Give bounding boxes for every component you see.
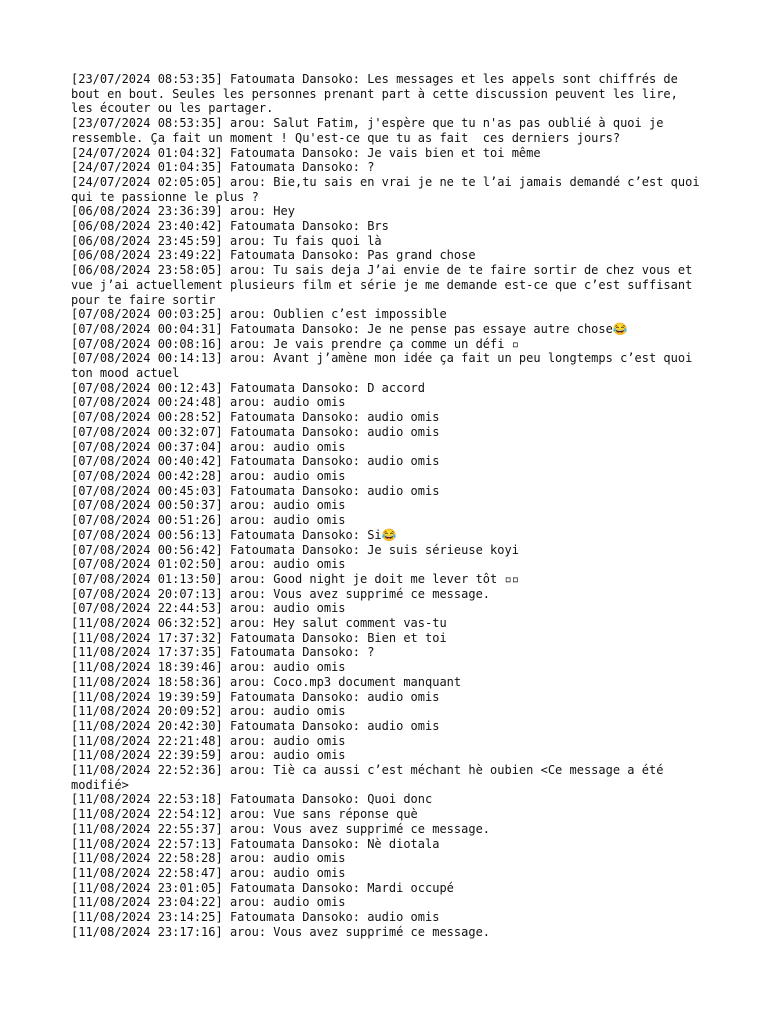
chat-line: [11/08/2024 17:37:32] Fatoumata Dansoko: Bien et toi (71, 630, 447, 645)
chat-line: [24/07/2024 01:04:32] Fatoumata Dansoko: Je vais bien et toi même (71, 145, 541, 160)
chat-line: [11/08/2024 23:01:05] Fatoumata Dansoko: Mardi occupé (71, 880, 454, 895)
chat-line: [06/08/2024 23:45:59] arou: Tu fais quoi là (71, 233, 382, 248)
chat-line: [11/08/2024 23:04:22] arou: audio omis (71, 895, 346, 910)
chat-line: [11/08/2024 17:37:35] Fatoumata Dansoko: ? (71, 645, 375, 660)
chat-line: [11/08/2024 18:39:46] arou: audio omis (71, 660, 346, 675)
chat-transcript (71, 72, 707, 939)
chat-line: [11/08/2024 22:57:13] Fatoumata Dansoko: Nè diotala (71, 836, 440, 851)
chat-line: [11/08/2024 23:17:16] arou: Vous avez supprimé ce message. (71, 924, 491, 939)
chat-line: [07/08/2024 00:32:07] Fatoumata Dansoko: audio omis (71, 424, 440, 439)
chat-line: [07/08/2024 00:03:25] arou: Oublien c’est impossible (71, 307, 447, 322)
chat-line: [07/08/2024 00:51:26] arou: audio omis (71, 513, 346, 528)
chat-line: [06/08/2024 23:58:05] arou: Tu sais deja J’ai envie de te faire sortir de chez vous et vue j’ai actuellement plusieurs film et série je me demande est-ce que c’est suffisant pour te faire sortir (71, 263, 700, 307)
chat-line: [07/08/2024 00:50:37] arou: audio omis (71, 498, 346, 513)
chat-line: [11/08/2024 22:53:18] Fatoumata Dansoko: Quoi donc (71, 792, 433, 807)
chat-line: [07/08/2024 00:40:42] Fatoumata Dansoko: audio omis (71, 454, 440, 469)
chat-line: [11/08/2024 22:21:48] arou: audio omis (71, 733, 346, 748)
chat-line: [06/08/2024 23:40:42] Fatoumata Dansoko: Brs (71, 219, 389, 234)
chat-line: [11/08/2024 22:54:12] arou: Vue sans réponse què (71, 807, 418, 822)
chat-line: [11/08/2024 22:58:47] arou: audio omis (71, 865, 346, 880)
chat-line: [11/08/2024 22:39:59] arou: audio omis (71, 748, 346, 763)
chat-line: [07/08/2024 00:28:52] Fatoumata Dansoko: audio omis (71, 410, 440, 425)
chat-line: [07/08/2024 00:14:13] arou: Avant j’amène mon idée ça fait un peu longtemps c’est quoi ton mood actuel (71, 351, 700, 381)
chat-line: [07/08/2024 22:44:53] arou: audio omis (71, 601, 346, 616)
chat-line: [11/08/2024 23:14:25] Fatoumata Dansoko: audio omis (71, 910, 440, 925)
chat-line: [11/08/2024 06:32:52] arou: Hey salut comment vas-tu (71, 616, 447, 631)
chat-line: [07/08/2024 01:02:50] arou: audio omis (71, 557, 346, 572)
chat-line: [11/08/2024 22:52:36] arou: Tiè ca aussi c’est méchant hè oubien <Ce message a été modifié> (71, 763, 671, 792)
chat-line: [11/08/2024 20:09:52] arou: audio omis (71, 704, 346, 719)
chat-line: [07/08/2024 00:24:48] arou: audio omis (71, 395, 346, 410)
chat-line: [11/08/2024 22:55:37] arou: Vous avez supprimé ce message. (71, 821, 491, 836)
chat-line: [07/08/2024 00:45:03] Fatoumata Dansoko: audio omis (71, 483, 440, 498)
chat-line: [23/07/2024 08:53:35] arou: Salut Fatim, j'espère que tu n'as pas oublié à quoi je ressemble. Ça fait un moment ! Qu'est-ce que tu as fait ces derniers jours? (71, 116, 671, 145)
chat-line: [24/07/2024 02:05:05] arou: Bie,tu sais en vrai je ne te l’ai jamais demandé c’est quoi qui te passionne le plus ? (71, 174, 707, 204)
chat-line: [07/08/2024 01:13:50] arou: Good night je doit me lever tôt ▫▫ (71, 571, 519, 586)
chat-line: [06/08/2024 23:49:22] Fatoumata Dansoko: Pas grand chose (71, 248, 476, 263)
chat-line: [11/08/2024 22:58:28] arou: audio omis (71, 851, 346, 866)
chat-line: [23/07/2024 08:53:35] Fatoumata Dansoko: Les messages et les appels sont chiffrés de bout en bout. Seules les personnes prenant part à cette discussion peuvent les lire, les écouter ou les partager. (71, 72, 686, 116)
chat-line: [11/08/2024 18:58:36] arou: Coco.mp3 document manquant (71, 674, 462, 689)
chat-line: [07/08/2024 00:37:04] arou: audio omis (71, 439, 346, 454)
chat-line: [24/07/2024 01:04:35] Fatoumata Dansoko: ? (71, 160, 375, 175)
chat-line: [07/08/2024 20:07:13] arou: Vous avez supprimé ce message. (71, 586, 491, 601)
chat-line: [11/08/2024 19:39:59] Fatoumata Dansoko: audio omis (71, 689, 440, 704)
chat-line: [07/08/2024 00:56:42] Fatoumata Dansoko: Je suis sérieuse koyi (71, 542, 519, 557)
chat-line: [07/08/2024 00:04:31] Fatoumata Dansoko: Je ne pense pas essaye autre chose😂 (71, 321, 628, 336)
chat-line: [07/08/2024 00:08:16] arou: Je vais prendre ça comme un défi ▫ (71, 336, 519, 351)
chat-line: [07/08/2024 00:42:28] arou: audio omis (71, 468, 346, 483)
chat-line: [07/08/2024 00:12:43] Fatoumata Dansoko: D accord (71, 380, 426, 395)
chat-line: [11/08/2024 20:42:30] Fatoumata Dansoko: audio omis (71, 718, 440, 733)
chat-line: [06/08/2024 23:36:39] arou: Hey (71, 204, 295, 219)
chat-line: [07/08/2024 00:56:13] Fatoumata Dansoko: Si😂 (71, 527, 397, 542)
